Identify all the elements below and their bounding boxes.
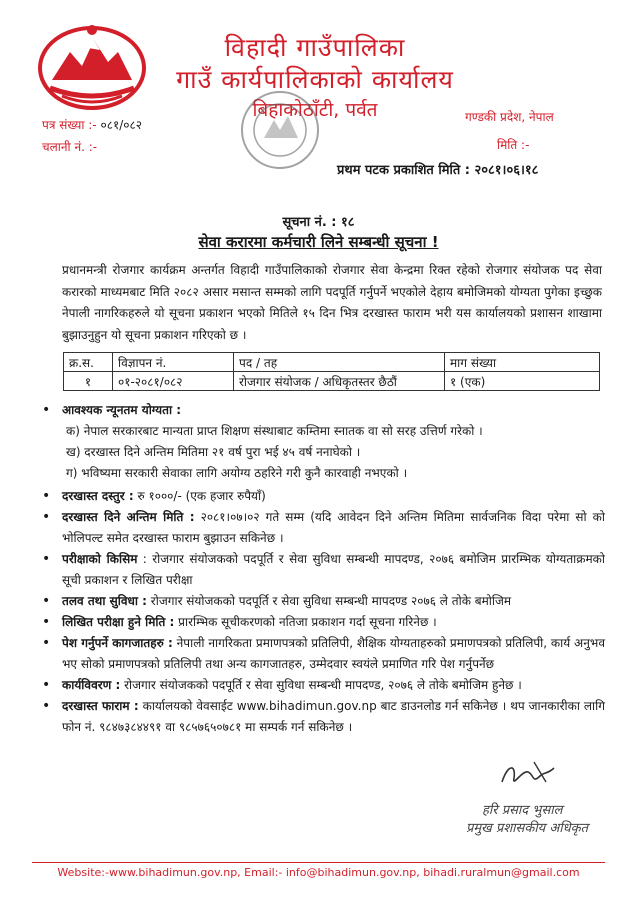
point-text: रोजगार संयोजकको पदपूर्ति र सेवा सुविधा सम्बन्धी मापदण्ड, २०७६ ले तोके बमोजिम हुनेछ ।	[120, 678, 522, 692]
requirement-item: ग) भविष्यमा सरकारी सेवाका लागि अयोग्य ठहरिने गरी कुनै कारवाही नभएको ।	[66, 466, 408, 480]
requirement-item: क) नेपाल सरकारबाट मान्यता प्राप्त शिक्षण संस्थाबाट कम्तिमा स्नातक वा सो सरह उत्तिर्ण गरेको ।	[66, 424, 483, 438]
reference-number	[42, 116, 142, 133]
bullet-icon: •	[42, 593, 51, 609]
notice-details	[40, 400, 605, 738]
point-label: दरखास्त दिने अन्तिम मिति :	[62, 510, 195, 524]
bullet-icon: •	[42, 635, 51, 651]
notice-title: सेवा करारमा कर्मचारी लिने सम्बन्धी सूचना !	[198, 233, 439, 251]
reference-label: पत्र संख्या :-	[42, 118, 97, 132]
list-item	[40, 675, 605, 696]
point-label: दरखास्त फाराम :	[62, 699, 139, 713]
bullet-icon: •	[42, 509, 51, 525]
table-header-cell: विज्ञापन नं.	[113, 353, 234, 372]
nepal-emblem-icon	[32, 18, 152, 114]
bullet-icon: •	[42, 698, 51, 714]
point-label: पेश गर्नुपर्ने कागजातहरु :	[62, 636, 173, 650]
first-published-date: प्रथम पटक प्रकाशित मिति : २०८१।०६।१८	[337, 163, 539, 178]
signer-title: प्रमुख प्रशासकीय अधिकृत	[466, 821, 589, 836]
point-text: रु १०००/- (एक हजार रुपैयाँ)	[133, 489, 266, 503]
office-location: बिहाकोठाँटी, पर्वत	[252, 99, 378, 121]
date-label: मिति :-	[497, 138, 530, 152]
table-header-cell: क्र.स.	[64, 353, 113, 372]
point-text: रोजगार संयोजकको पदपूर्ति र सेवा सुविधा सम्बन्धी मापदण्ड २०७६ ले तोके बमोजिम	[146, 594, 512, 608]
dispatch-number-label: चलानी नं. :-	[42, 140, 98, 154]
office-seal-icon	[238, 88, 322, 172]
table-cell: रोजगार संयोजक / अधिकृतस्तर छैठौं	[234, 372, 445, 391]
point-text: कार्यालयको वेवसाईट www.bihadimun.gov.np बाट डाउनलोड गर्न सकिनेछ । थप जानकारीका लागि फोन नं. ९८४७३८४४९१ वा ९८५७६५०७८१ मा सम्पर्क गर्न सकिनेछ ।	[62, 699, 606, 734]
requirements-heading: आवश्यक न्यूनतम योग्यता :	[62, 403, 182, 417]
office-name: गाउँ कार्यपालिकाको कार्यालय	[176, 65, 454, 94]
list-item	[40, 400, 605, 421]
point-text: २०८१।०७।०२ गते सम्म (यदि आवेदन दिने अन्तिम मितिमा सार्वजनिक विदा परेमा सो को भोलिपल्ट समेत दरखास्त फाराम बुझाउन सकिनेछ ।	[62, 510, 605, 545]
bullet-icon: •	[42, 488, 51, 504]
list-item	[40, 507, 605, 549]
table-row	[64, 372, 600, 391]
footer-divider	[32, 862, 605, 863]
reference-value: ०८१/०८२	[100, 118, 142, 132]
list-item	[40, 612, 605, 633]
table-header-cell: पद / तह	[234, 353, 445, 372]
signature-icon	[498, 758, 558, 790]
bullet-icon: •	[42, 551, 51, 567]
footer-contact: Website:-www.bihadimun.gov.np, Email:- info@bihadimun.gov.np, bihadi.ruralmun@gmail.com	[57, 866, 580, 879]
list-item	[40, 591, 605, 612]
table-cell: १	[64, 372, 113, 391]
notice-intro: प्रधानमन्त्री रोजगार कार्यक्रम अन्तर्गत विहादी गाउँपालिकाको रोजगार सेवा केन्द्रमा रिक्त रहेको रोजगार संयोजक पद सेवा करारको माध्यमबाट मिति २०८२ असार मसान्त सम्मको लागि पदपूर्ति गर्नुपर्ने भएकोले देहाय बमोजिमको योग्यता पुगेका इच्छुक नेपाली नागरिकहरुले यो सूचना प्रकाशन भएको मितिले १५ दिन भित्र दरखास्त फाराम भरी यस कार्यालयको प्रशासन शाखामा बुझाउनुहुन यो सूचना प्रकाशन गरिएको छ ।	[62, 263, 602, 342]
list-item	[40, 633, 605, 675]
point-label: दरखास्त दस्तुर :	[62, 489, 134, 503]
bullet-icon: •	[42, 614, 51, 630]
point-text: नेपाली नागरिकता प्रमाणपत्रको प्रतिलिपी, शैक्षिक योग्यताहरुको प्रमाणपत्रको प्रतिलिपी, कार्य अनुभव भए सोको प्रमाणपत्रको प्रतिलिपी तथा अन्य कागजातहरु, उम्मेदवार स्वयंले प्रमाणित गरि पेश गर्नुपर्नेछ	[62, 636, 605, 671]
signer-name: हरि प्रसाद भुसाल	[482, 803, 563, 818]
vacancy-table	[63, 352, 600, 391]
point-label: परीक्षाको किसिम	[62, 552, 138, 566]
point-text: प्रारम्भिक सूचीकरणको नतिजा प्रकाशन गर्दा सूचना गरिनेछ ।	[174, 615, 437, 629]
municipality-name: विहादी गाउँपालिका	[224, 33, 406, 62]
list-item	[40, 549, 605, 591]
table-header-row	[64, 353, 600, 372]
table-header-cell: माग संख्या	[445, 353, 600, 372]
bullet-icon: •	[42, 677, 51, 693]
notice-number: सूचना नं. : १८	[282, 215, 355, 230]
point-label: लिखित परीक्षा हुने मिति :	[62, 615, 175, 629]
list-item	[40, 486, 605, 507]
province-label: गण्डकी प्रदेश, नेपाल	[465, 110, 554, 124]
list-item	[40, 696, 605, 738]
bullet-icon: •	[42, 402, 51, 418]
requirement-item: ख) दरखास्त दिने अन्तिम मितिमा २१ वर्ष पुरा भई ४५ वर्ष ननाघेको ।	[66, 445, 361, 459]
point-label: तलव तथा सुविधा :	[62, 594, 147, 608]
table-cell: १ (एक)	[445, 372, 600, 391]
point-label: कार्यविवरण :	[62, 678, 121, 692]
point-text: : रोजगार संयोजकको पदपूर्ति र सेवा सुविधा सम्बन्धी मापदण्ड, २०७६ बमोजिम प्रारम्भिक योग्यताक्रमको सूची प्रकाशन र लिखित परीक्षा	[62, 552, 605, 587]
table-cell: ०१-२०८१/०८२	[113, 372, 234, 391]
